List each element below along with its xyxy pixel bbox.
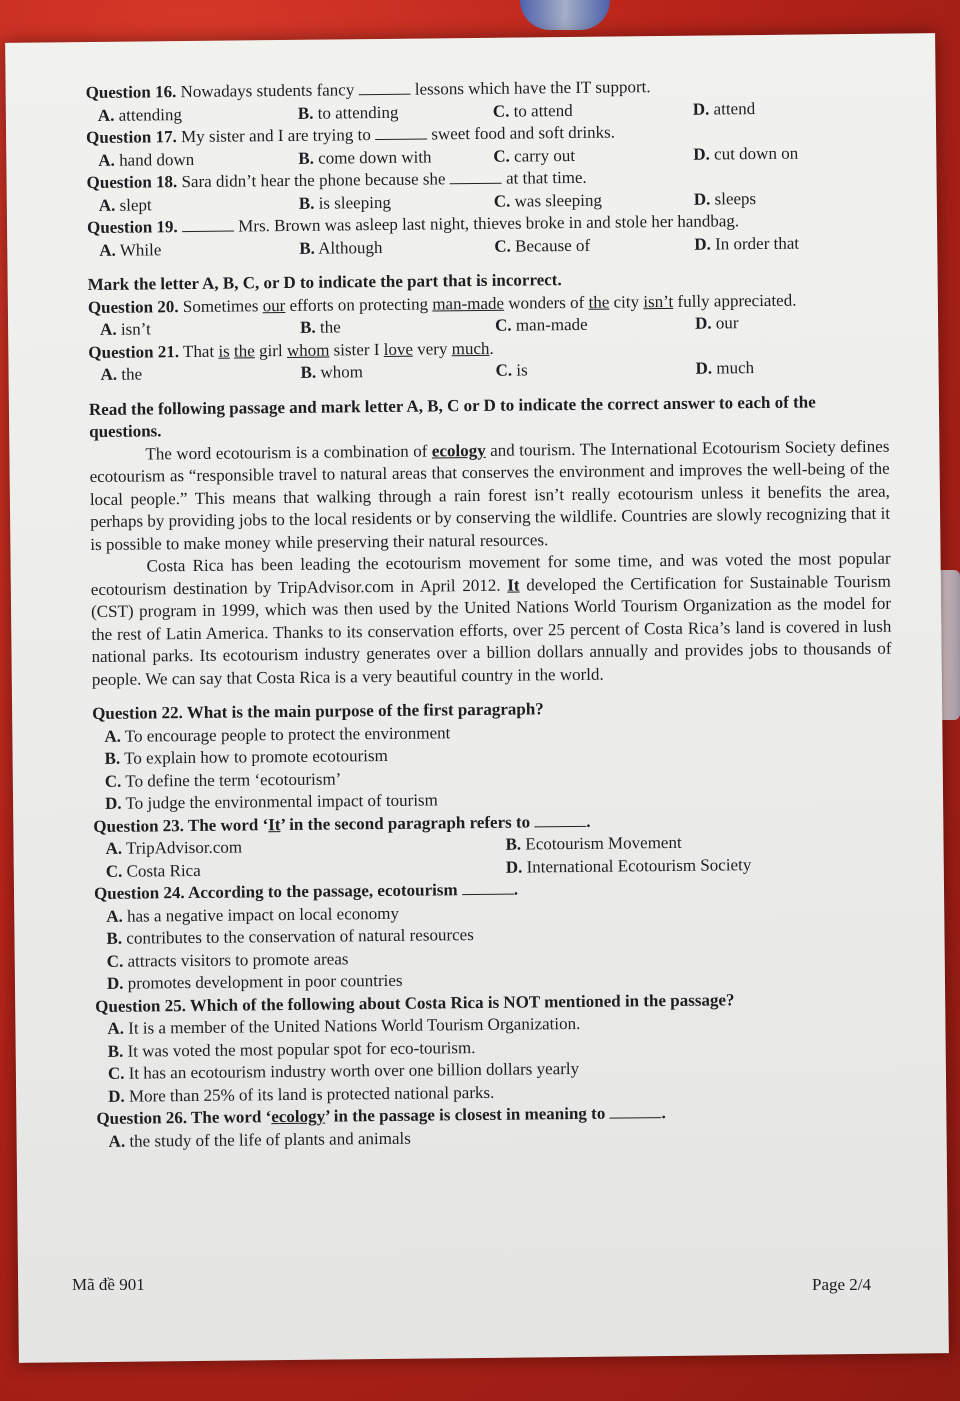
text: girl <box>254 340 287 360</box>
question-23-title: Question 23. The word ‘It’ in the second paragraph refers to . <box>93 811 591 836</box>
text: Costa Rica has been leading the ecotourism movement for some time, and was voted the most popular ecotourism destination by TripAdvisor.com in April 2012. <box>90 548 891 599</box>
text: wonders of <box>503 292 589 313</box>
underlined-part: whom <box>286 340 330 360</box>
question-22-options <box>92 717 893 815</box>
option-c: C. man-made <box>494 314 588 335</box>
underlined-word: It <box>507 575 520 595</box>
text: Question 24. According to the passage, ecotourism <box>93 880 458 904</box>
option-d: D. promotes development in poor countries <box>106 970 403 993</box>
question-23-options <box>93 830 893 883</box>
question-20-title: Question 20. <box>87 296 179 317</box>
option-d: D. In order that <box>694 233 800 254</box>
underlined-part: is <box>218 341 230 361</box>
answer-blank <box>534 811 586 827</box>
question-25-title: Question 25. Which of the following about Costa Rica is NOT mentioned in the passage? <box>95 989 735 1016</box>
option-c: C. Costa Rica <box>105 860 201 881</box>
text: Sometimes <box>182 295 263 316</box>
option-d: D. More than 25% of its land is protected national parks. <box>108 1082 495 1106</box>
option-b: B. contributes to the conservation of natural resources <box>106 925 474 948</box>
text: efforts on protecting <box>285 293 433 315</box>
underlined-word: ecology <box>431 440 486 460</box>
text: Question 23. The word ‘ <box>93 814 269 836</box>
option-d: D. much <box>695 358 755 378</box>
question-19-title: Question 19. <box>86 217 178 238</box>
answer-blank <box>450 169 502 185</box>
option-a: A. slept <box>98 194 152 215</box>
option-b: B. whom <box>300 362 364 382</box>
underlined-part: isn’t <box>643 291 674 311</box>
underlined-part: our <box>262 295 286 315</box>
question-17-title: Question 17. <box>86 127 177 148</box>
reading-passage <box>89 435 892 691</box>
question-18-stem2: at that time. <box>505 167 587 188</box>
question-25-options <box>95 1010 896 1108</box>
question-26-title: Question 26. The word ‘ecology’ in the passage is closest in meaning to . <box>96 1103 666 1129</box>
answer-blank <box>375 124 427 140</box>
option-c: C. Because of <box>494 235 591 256</box>
option-c: C. It has an ecotourism industry worth over one billion dollars yearly <box>107 1058 580 1083</box>
option-b: B. It was voted the most popular spot for eco-tourism. <box>107 1037 476 1061</box>
instruction-reading: Read the following passage and mark letter A, B, C or D to indicate the correct answer to each of the questions. <box>88 391 816 442</box>
passage-paragraph-1 <box>89 435 890 556</box>
answer-blank <box>358 80 410 96</box>
option-d: D. To judge the environmental impact of tourism <box>104 790 438 813</box>
option-b: B. To explain how to promote ecotourism <box>104 745 388 768</box>
option-a: A. attending <box>97 104 183 125</box>
underlined-part: man-made <box>432 293 505 313</box>
option-c: C. to attend <box>492 100 573 121</box>
passage-paragraph-2 <box>90 548 891 691</box>
option-c: C. carry out <box>493 145 576 166</box>
option-b: B. Although <box>299 237 383 258</box>
answer-blank <box>182 217 234 233</box>
option-a: A. To encourage people to protect the environment <box>104 722 451 746</box>
question-17-stem2: sweet food and soft drinks. <box>431 122 616 144</box>
text: sister I <box>329 339 384 360</box>
answer-blank <box>609 1103 661 1119</box>
question-19-stem: Mrs. Brown was asleep last night, thieves broke in and stole her handbag. <box>238 211 740 236</box>
text: developed the Certification for Sustainable Tourism (CST) program in 1999, which was then used by the United Nations World Tourism Organization as the model for the rest of Latin America. Thanks to its conservation efforts, over 25 percent of Costa Rica’s land is covered in lush national parks. Its ecotourism industry generates over a billion dollars annually and provides jobs to thousands of people. We can say that Costa Rica is a very beautiful country in the world. <box>90 571 892 689</box>
option-a: A. While <box>99 239 162 260</box>
option-a: A. isn’t <box>100 319 151 339</box>
instruction-incorrect-part: Mark the letter A, B, C, or D to indicate the part that is incorrect. <box>87 270 562 295</box>
option-d: D. attend <box>692 98 756 119</box>
answer-blank <box>462 880 514 896</box>
option-c: C. attracts visitors to promote areas <box>106 948 349 971</box>
option-b: B. to attending <box>297 102 399 123</box>
text: Question 26. The word ‘ <box>96 1107 272 1129</box>
question-16-title: Question 16. <box>85 82 177 103</box>
text: ’ in the second paragraph refers to <box>280 811 531 834</box>
option-b: B. Ecotourism Movement <box>505 832 682 854</box>
question-22-title: Question 22. What is the main purpose of the first paragraph? <box>92 699 544 724</box>
option-b: B. come down with <box>298 146 432 168</box>
question-18-title: Question 18. <box>86 172 178 193</box>
option-b: B. is sleeping <box>298 192 391 213</box>
option-a: A. It is a member of the United Nations World Tourism Organization. <box>107 1013 581 1038</box>
text: city <box>609 291 644 312</box>
question-24-options <box>94 897 895 995</box>
underlined-part: the <box>588 292 610 312</box>
text: . <box>489 338 494 358</box>
text: very <box>412 338 452 359</box>
option-b: B. the <box>300 317 341 337</box>
option-a: A. the <box>100 364 143 384</box>
text: The word ecotourism is a combination of <box>145 440 432 463</box>
question-16-stem: Nowadays students fancy <box>180 80 355 102</box>
option-d: D. our <box>694 313 739 333</box>
option-a: A. the study of the life of plants and animals <box>108 1128 411 1151</box>
hologram-sticker <box>520 0 610 30</box>
exam-code: Mã đề 901 <box>72 1275 145 1294</box>
text: and tourism. The International Ecotourism Society defines ecotourism as “responsible travel to natural areas that conserves the environment and improves the well-being of the local people.” This means that walking through a rain forest isn’t really ecotourism unless it benefits the area, perhaps by providing jobs to the local residents or by conserving the wildlife. Countries are slowly recognizing that it is possible to make money while preserving their natural resources. <box>89 436 891 554</box>
text: ’ in the passage is closest in meaning to <box>325 1103 606 1126</box>
text: fully appreciated. <box>673 290 797 311</box>
question-21-title: Question 21. <box>88 341 180 362</box>
underlined-part: the <box>233 340 255 361</box>
underlined-part: much <box>451 338 490 358</box>
underlined-word: It <box>268 814 281 834</box>
question-17-stem: My sister and I are trying to <box>180 125 371 147</box>
page-number: Page 2/4 <box>812 1275 872 1294</box>
question-16-stem2: lessons which have the IT support. <box>414 77 651 99</box>
option-a: A. TripAdvisor.com <box>105 837 243 858</box>
option-a: A. hand down <box>98 149 195 170</box>
option-c: C. To define the term ‘ecotourism’ <box>104 768 342 791</box>
underlined-word: ecology <box>271 1106 326 1127</box>
option-d: D. sleeps <box>693 188 757 209</box>
option-c: C. was sleeping <box>493 190 603 211</box>
question-24-title: Question 24. According to the passage, ecotourism . <box>93 879 519 904</box>
option-d: D. cut down on <box>693 143 799 164</box>
underlined-part: love <box>383 339 414 359</box>
option-a: A. has a negative impact on local economy <box>106 903 400 926</box>
question-18-stem: Sara didn’t hear the phone because she <box>181 169 446 192</box>
text: That <box>182 341 219 361</box>
exam-sheet <box>5 33 949 1363</box>
exam-content <box>86 74 897 1153</box>
option-c: C. is <box>495 360 528 380</box>
option-d: D. International Ecotourism Society <box>505 854 752 877</box>
